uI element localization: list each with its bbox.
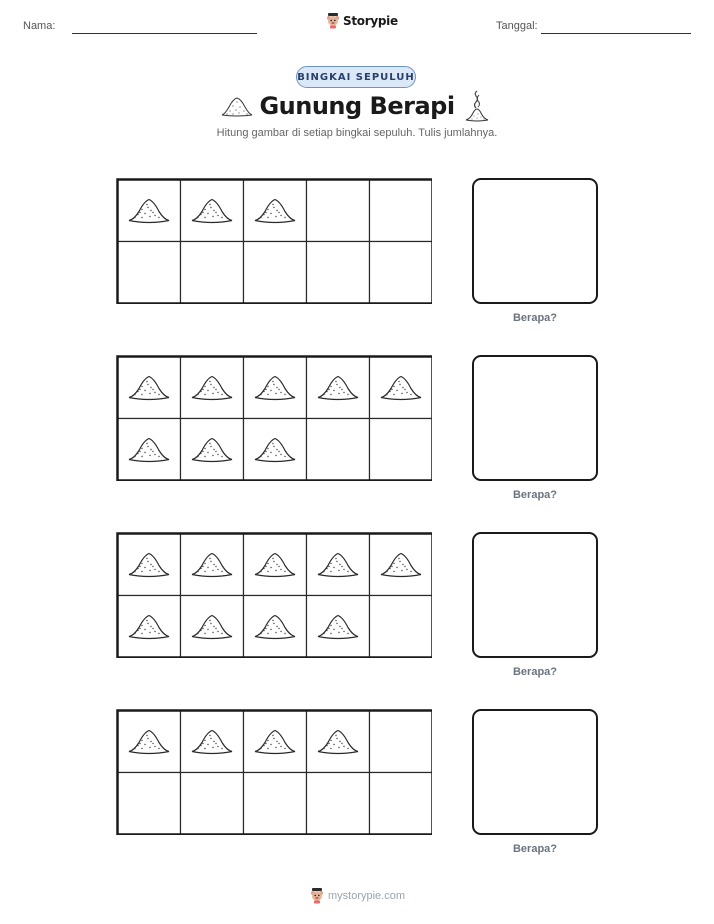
date-field[interactable] xyxy=(541,33,691,34)
instructions: Hitung gambar di setiap bingkai sepuluh. Tulis jumlahnya. xyxy=(216,127,498,139)
bear-mascot-icon xyxy=(326,13,340,29)
frame-cell xyxy=(370,419,433,481)
date-label: Tanggal: xyxy=(496,20,538,32)
frame-cell xyxy=(307,242,370,304)
answer-label: Berapa? xyxy=(512,312,558,324)
frame-cell xyxy=(181,242,244,304)
storypie-logo xyxy=(326,13,398,29)
frame-cell xyxy=(244,773,307,835)
frame-cell xyxy=(370,242,433,304)
footer xyxy=(310,888,405,904)
brand-name: Storypie xyxy=(343,14,398,28)
frame-cell xyxy=(370,180,433,242)
answer-box[interactable] xyxy=(472,709,598,835)
footer-url: mystorypie.com xyxy=(328,890,406,902)
name-field[interactable] xyxy=(72,33,257,34)
smoking-volcano-icon xyxy=(464,90,490,122)
ten-frame xyxy=(116,355,432,481)
worksheet-type-badge: BINGKAI SEPULUH xyxy=(296,66,416,88)
bear-mascot-icon xyxy=(310,888,324,904)
frame-cell xyxy=(307,773,370,835)
frame-cell xyxy=(118,242,181,304)
frame-cell xyxy=(370,773,433,835)
answer-label: Berapa? xyxy=(512,489,558,501)
frame-cell xyxy=(244,242,307,304)
answer-box[interactable] xyxy=(472,178,598,304)
ten-frame xyxy=(116,532,432,658)
frame-cell xyxy=(118,773,181,835)
page-title: Gunung Berapi xyxy=(259,92,455,120)
frame-cell xyxy=(307,419,370,481)
answer-label: Berapa? xyxy=(512,666,558,678)
ten-frame xyxy=(116,178,432,304)
frame-cell xyxy=(307,180,370,242)
frame-cell xyxy=(370,596,433,658)
answer-box[interactable] xyxy=(472,355,598,481)
name-label: Nama: xyxy=(23,20,56,32)
frame-cell xyxy=(181,773,244,835)
ten-frame xyxy=(116,709,432,835)
frame-cell xyxy=(370,711,433,773)
answer-label: Berapa? xyxy=(512,843,558,855)
answer-box[interactable] xyxy=(472,532,598,658)
